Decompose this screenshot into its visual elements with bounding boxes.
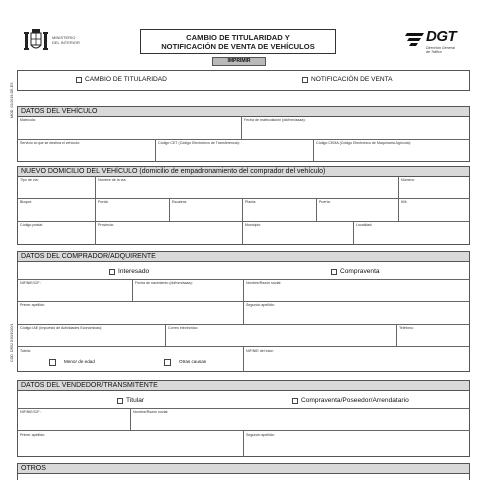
comprador-r1-divider-2 (243, 279, 244, 301)
compraventa-vendedor-label: Compraventa/Poseedor/Arrendatario (301, 397, 409, 404)
vendedor-r1-divider-1 (130, 408, 131, 430)
notificacion-venta-label: NOTIFICACIÓN DE VENTA (311, 76, 393, 83)
domicilio-r3-divider-1 (95, 221, 96, 245)
domicilio-r1-divider-1 (95, 176, 96, 198)
domicilio-row-divider-1 (17, 198, 470, 199)
tipo-via-field[interactable]: Tipo de vía: (20, 178, 39, 182)
dgt-logo-text: DGT (426, 28, 457, 45)
print-button[interactable]: IMPRIMIR (212, 57, 266, 66)
interesado-checkbox[interactable] (109, 269, 115, 275)
section-datos-vendedor: DATOS DEL VENDEDOR/TRANSMITENTE (17, 380, 470, 391)
fecha-nacimiento-field[interactable]: Fecha de nacimiento (dd/mm/aaaa): (135, 281, 193, 285)
domicilio-r2-divider-5 (398, 198, 399, 221)
vendedor-nif-field[interactable]: NIF/NIE/CIF: (20, 410, 41, 414)
form-reference-code: COD. DR02 E60/1020/1 (10, 323, 14, 362)
option-notificacion-venta[interactable] (302, 76, 393, 84)
spain-coat-of-arms-logo (23, 28, 49, 54)
escalera-field[interactable]: Escalera: (172, 200, 187, 204)
compraventa-comprador-label: Compraventa (340, 268, 380, 275)
municipio-field[interactable]: Municipio: (245, 223, 262, 227)
option-interesado[interactable] (109, 268, 149, 276)
codigo-cema-field[interactable]: Código CEMA (Código Electrónico de Maquinaria Agrícola): (316, 141, 411, 145)
servicio-field[interactable]: Servicio al que se destina el vehículo: (20, 141, 81, 145)
bloque-field[interactable]: Bloque: (20, 200, 33, 204)
comprador-nombre-field[interactable]: Nombre/Razón social: (246, 281, 282, 285)
domicilio-r2-divider-1 (95, 198, 96, 221)
vehiculo-divider-3 (313, 139, 314, 162)
vendedor-segundo-apellido-field[interactable]: Segundo apellido: (246, 433, 275, 437)
comprador-nif-field[interactable]: NIF/NIE/CIF: (20, 281, 41, 285)
form-title-line-2: NOTIFICACIÓN DE VENTA DE VEHÍCULOS (161, 41, 315, 51)
comprador-r1-divider-1 (132, 279, 133, 301)
vendedor-nombre-field[interactable]: Nombre/Razón social: (133, 410, 169, 414)
puerta-field[interactable]: Puerta: (319, 200, 331, 204)
comprador-r3-divider-2 (396, 324, 397, 346)
portal-field[interactable]: Portal: (98, 200, 109, 204)
option-titular[interactable] (117, 397, 144, 405)
vehiculo-divider-1 (241, 116, 242, 139)
codigo-postal-field[interactable]: Código postal: (20, 223, 43, 227)
correo-field[interactable]: Correo electrónico: (168, 326, 199, 330)
section-otros: OTROS (17, 463, 470, 474)
domicilio-r3-divider-2 (242, 221, 243, 245)
nif-tutor-field[interactable]: NIF/NIE del tutor: (246, 349, 274, 353)
domicilio-r2-divider-2 (169, 198, 170, 221)
otros-fields-box (17, 473, 470, 480)
option-compraventa-vendedor[interactable] (292, 397, 409, 405)
codigo-iae-field[interactable]: Código IAE (Impuesto de Actividades Económicas): (20, 326, 103, 330)
domicilio-fields-box (17, 176, 470, 245)
vendedor-r2-divider-1 (243, 430, 244, 457)
cambio-titularidad-label: CAMBIO DE TITULARIDAD (85, 76, 167, 83)
menor-edad-label: Menor de edad (64, 359, 95, 364)
comprador-row-divider-2 (17, 324, 470, 325)
nombre-via-field[interactable]: Nombre de la vía: (98, 178, 127, 182)
compraventa-vendedor-checkbox[interactable] (292, 398, 298, 404)
form-model-code: MOD. 02/2019-DE-ES (10, 82, 14, 118)
domicilio-row-divider-2 (17, 221, 470, 222)
comprador-r4-divider-1 (243, 346, 244, 372)
tutela-label: Tutela: (20, 349, 31, 353)
form-title-line-1: CAMBIO DE TITULARIDAD Y (186, 32, 290, 42)
localidad-field[interactable]: Localidad: (356, 223, 373, 227)
ministry-line-1: MINISTERIO (52, 35, 76, 40)
ministry-line-2: DEL INTERIOR (52, 40, 80, 45)
titular-checkbox[interactable] (117, 398, 123, 404)
dgt-logo-icon (404, 31, 426, 47)
provincia-field[interactable]: Provincia: (98, 223, 114, 227)
comprador-r3-divider-1 (165, 324, 166, 346)
section-nuevo-domicilio: NUEVO DOMICILIO DEL VEHÍCULO (domicilio de empadronamiento del comprador del vehículo) (17, 166, 470, 177)
vendedor-row-divider-0 (17, 408, 470, 409)
section-datos-vehiculo: DATOS DEL VEHÍCULO (17, 106, 470, 117)
domicilio-r2-divider-4 (316, 198, 317, 221)
dgt-subtitle-line-1: Dirección General (426, 46, 455, 50)
domicilio-r3-divider-3 (353, 221, 354, 245)
otras-causas-label: Otras causas (179, 359, 207, 364)
domicilio-r1-divider-2 (398, 176, 399, 198)
notificacion-venta-checkbox[interactable] (302, 77, 308, 83)
interesado-label: Interesado (118, 268, 150, 275)
option-compraventa-comprador[interactable] (331, 268, 380, 276)
vehiculo-row-divider (17, 139, 470, 140)
form-title (140, 29, 336, 54)
compraventa-comprador-checkbox[interactable] (331, 269, 337, 275)
dgt-subtitle-line-2: de Tráfico (426, 50, 442, 55)
telefono-field[interactable]: Teléfono: (399, 326, 414, 330)
vehiculo-divider-2 (155, 139, 156, 162)
vendedor-primer-apellido-field[interactable]: Primer apellido: (20, 433, 45, 437)
fecha-matriculacion-field[interactable]: Fecha de matriculación (dd/mm/aaaa): (244, 118, 306, 122)
numero-field[interactable]: Número: (401, 178, 415, 182)
option-otras-causas[interactable] (164, 358, 206, 366)
cambio-titularidad-checkbox[interactable] (76, 77, 82, 83)
option-menor-edad[interactable] (49, 358, 95, 366)
km-field[interactable]: KM: (401, 200, 408, 204)
planta-field[interactable]: Planta: (245, 200, 257, 204)
section-datos-comprador: DATOS DEL COMPRADOR/ADQUIRENTE (17, 251, 470, 262)
comprador-r2-divider-1 (243, 301, 244, 324)
comprador-segundo-apellido-field[interactable]: Segundo apellido: (246, 303, 275, 307)
matricula-field[interactable]: Matrícula: (20, 118, 36, 122)
comprador-primer-apellido-field[interactable]: Primer apellido: (20, 303, 45, 307)
dgt-subtitle (426, 46, 455, 54)
otras-causas-checkbox[interactable] (164, 359, 171, 366)
menor-edad-checkbox[interactable] (49, 359, 56, 366)
ministry-name (52, 35, 80, 45)
codigo-cet-field[interactable]: Código CET (Código Electrónico de Transferencia): (158, 141, 240, 145)
titular-label: Titular (126, 397, 145, 404)
option-cambio-titularidad[interactable] (76, 76, 167, 84)
domicilio-r2-divider-3 (242, 198, 243, 221)
